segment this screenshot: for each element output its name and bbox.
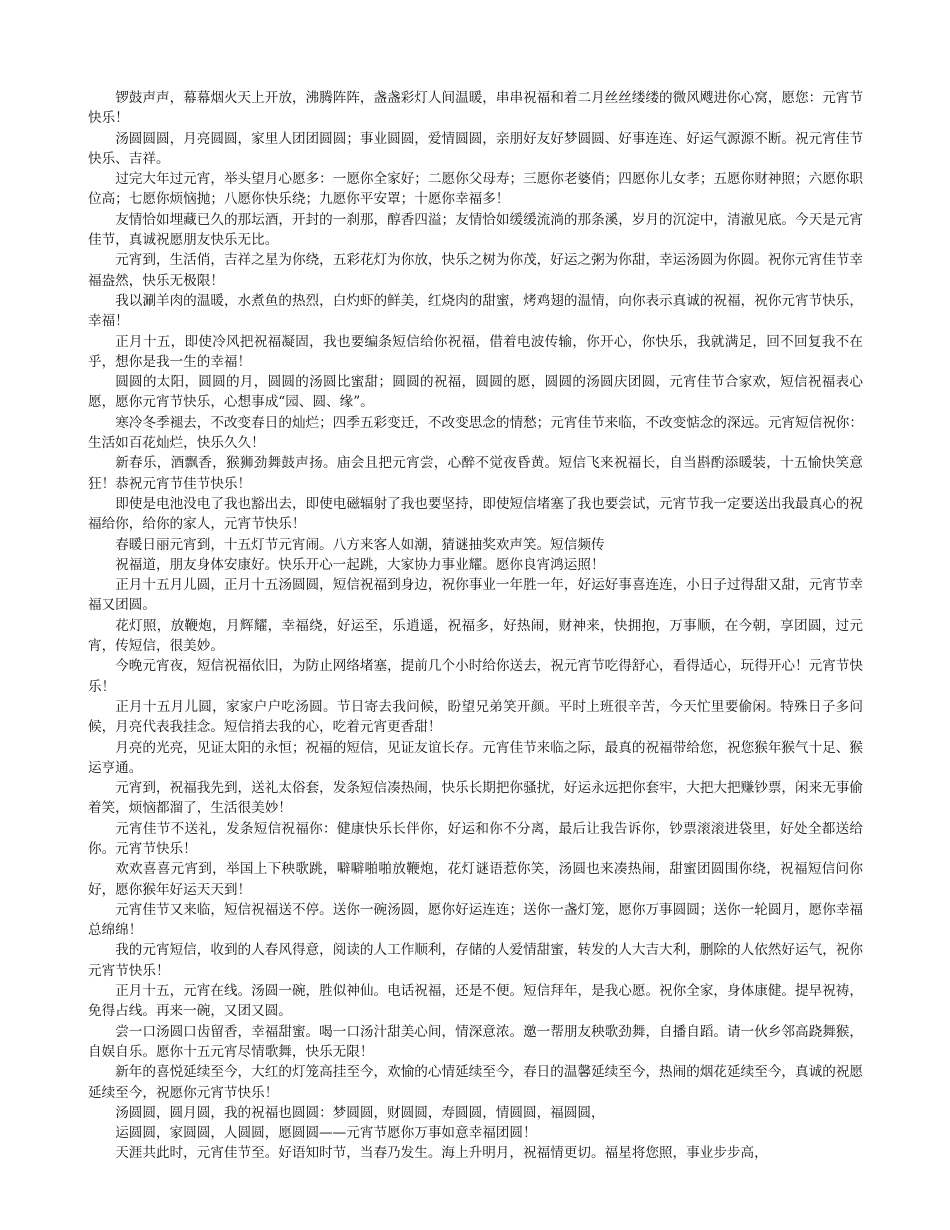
document-page	[88, 88, 863, 1164]
paragraph: 正月十五月儿圆，正月十五汤圆圆，短信祝福到身边，祝你事业一年胜一年，好运好事喜连连，小日子过得甜又甜，元宵节幸福又团圆。	[88, 577, 863, 614]
paragraph: 新春乐，酒飘香，猴狮劲舞鼓声扬。庙会且把元宵尝，心醉不觉夜昏黄。短信飞来祝福长，自当斟酌添暖装，十五愉快笑意狂！恭祝元宵节佳节快乐！	[88, 455, 863, 492]
paragraph: 天涯共此时，元宵佳节至。好语知时节，当春乃发生。海上升明月，祝福情更切。福星将您照，事业步步高，	[115, 1145, 768, 1162]
paragraph: 我以涮羊肉的温暖，水煮鱼的热烈，白灼虾的鲜美，红烧肉的甜蜜，烤鸡翅的温情，向你表示真诚的祝福，祝你元宵节快乐，幸福！	[88, 292, 863, 330]
paragraph: 过完大年过元宵，举头望月心愿多：一愿你全家好；二愿你父母寿；三愿你老婆俏；四愿你儿女孝；五愿你财神照；六愿你职位高；七愿你烦恼抛；八愿你快乐绕；九愿你平安罩；十愿你幸福多！	[88, 171, 863, 208]
paragraph: 元宵到，祝福我先到，送礼太俗套，发条短信凑热闹，快乐长期把你骚扰，好运永远把你套牢，大把大把赚钞票，闲来无事偷着笑，烦恼都溜了，生活很美妙！	[88, 780, 863, 817]
paragraph: 汤圆圆圆，月亮圆圆，家里人团团圆圆；事业圆圆，爱情圆圆，亲朋好友好梦圆圆、好事连连、好运气源源不断。祝元宵佳节快乐、吉祥。	[88, 130, 863, 167]
paragraph: 圆圆的太阳，圆圆的月，圆圆的汤圆比蜜甜；圆圆的祝福，圆圆的愿，圆圆的汤圆庆团圆，元宵佳节合家欢，短信祝福表心愿，愿你元宵节快乐，心想事成“园、圆、缘”。	[88, 374, 863, 411]
paragraph: 锣鼓声声，幕幕烟火天上开放，沸腾阵阵，盏盏彩灯人间温暖，串串祝福和着二月丝丝缕缕的微风飕进你心窝，愿您：元宵节快乐！	[88, 90, 863, 127]
paragraph: 汤圆圆，圆月圆，我的祝福也圆圆：梦圆圆，财圆圆，寿圆圆，情圆圆，福圆圆，	[115, 1104, 605, 1121]
paragraph: 花灯照，放鞭炮，月辉耀，幸福绕，好运至，乐逍遥，祝福多，好热闹，财神来，快拥抱，万事顺，在今朝，享团圆，过元宵，传短信，很美妙。	[88, 617, 863, 655]
paragraph: 月亮的光亮，见证太阳的永恒；祝福的短信，见证友谊长存。元宵佳节来临之际，最真的祝福带给您，祝您猴年猴气十足、猴运亨通。	[88, 739, 863, 776]
paragraph: 元宵佳节又来临，短信祝福送不停。送你一碗汤圆，愿你好运连连；送你一盏灯笼，愿你万事圆圆；送你一轮圆月，愿你幸福总绵绵！	[88, 901, 863, 939]
paragraph: 寒冷冬季褪去，不改变春日的灿烂；四季五彩变迁，不改变思念的情愁；元宵佳节来临，不改变惦念的深远。元宵短信祝你：生活如百花灿烂，快乐久久！	[88, 414, 863, 452]
paragraph: 友情恰如埋藏已久的那坛酒，开封的一刹那，醇香四溢；友情恰如缓缓流淌的那条溪，岁月的沉淀中，清澈见底。今天是元宵佳节，真诚祝愿朋友快乐无比。	[88, 211, 863, 249]
paragraph: 即使是电池没电了我也豁出去，即使电磁辐射了我也要坚持，即使短信堵塞了我也要尝试，元宵节我一定要送出我最真心的祝福给你，给你的家人，元宵节快乐！	[88, 495, 863, 533]
paragraph: 正月十五月儿圆，家家户户吃汤圆。节日寄去我问候，盼望兄弟笑开颜。平时上班很辛苦，今天忙里要偷闲。特殊日子多问候，月亮代表我挂念。短信捎去我的心，吃着元宵更香甜！	[88, 698, 863, 736]
paragraph: 正月十五，元宵在线。汤圆一碗，胜似神仙。电话祝福，还是不便。短信拜年，是我心愿。祝你全家，身体康健。提早祝祷，免得占线。再来一碗，又团又圆。	[88, 983, 863, 1020]
paragraph: 元宵佳节不送礼，发条短信祝福你：健康快乐长伴你，好运和你不分离，最后让我告诉你，钞票滚滚进袋里，好处全都送给你。元宵节快乐！	[88, 820, 863, 857]
paragraph: 运圆圆，家圆圆，人圆圆，愿圆圆——元宵节愿你万事如意幸福团圆！	[115, 1125, 537, 1142]
paragraph: 尝一口汤圆口齿留香，幸福甜蜜。喝一口汤汁甜美心间，情深意浓。邀一帮朋友秧歌劲舞，自播自蹈。请一伙乡邻高跷舞猴，自娱自乐。愿你十五元宵尽情歌舞，快乐无限！	[88, 1023, 863, 1060]
paragraph: 正月十五，即使冷风把祝福凝固，我也要编条短信给你祝福，借着电波传输，你开心，你快乐，我就满足，回不回复我不在乎，想你是我一生的幸福！	[88, 333, 863, 370]
paragraph: 欢欢喜喜元宵到，举国上下秧歌跳，噼噼啪啪放鞭炮，花灯谜语惹你笑，汤圆也来凑热闹，甜蜜团圆围你绕，祝福短信问你好，愿你猴年好运天天到！	[88, 861, 863, 898]
paragraph: 新年的喜悦延续至今，大红的灯笼高挂至今，欢愉的心情延续至今，春日的温馨延续至今，热闹的烟花延续至今，真诚的祝愿延续至今，祝愿你元宵节快乐！	[88, 1064, 863, 1101]
paragraph: 我的元宵短信，收到的人春风得意，阅读的人工作顺利，存储的人爱情甜蜜，转发的人大吉大利，删除的人依然好运气，祝你元宵节快乐！	[88, 942, 863, 979]
paragraph: 今晚元宵夜，短信祝福依旧，为防止网络堵塞，提前几个小时给你送去，祝元宵节吃得舒心，看得适心，玩得开心！元宵节快乐！	[88, 658, 863, 695]
paragraph: 元宵到，生活俏，吉祥之星为你绕，五彩花灯为你放，快乐之树为你茂，好运之粥为你甜，幸运汤圆为你圆。祝你元宵佳节幸福盎然，快乐无极限！	[88, 252, 863, 289]
paragraph: 祝福道，朋友身体安康好。快乐开心一起跳，大家协力事业耀。愿你良宵鸿运照！	[115, 556, 605, 573]
paragraph: 春暖日丽元宵到，十五灯节元宵闹。八方来客人如潮，猜谜抽奖欢声笑。短信频传	[115, 536, 605, 553]
